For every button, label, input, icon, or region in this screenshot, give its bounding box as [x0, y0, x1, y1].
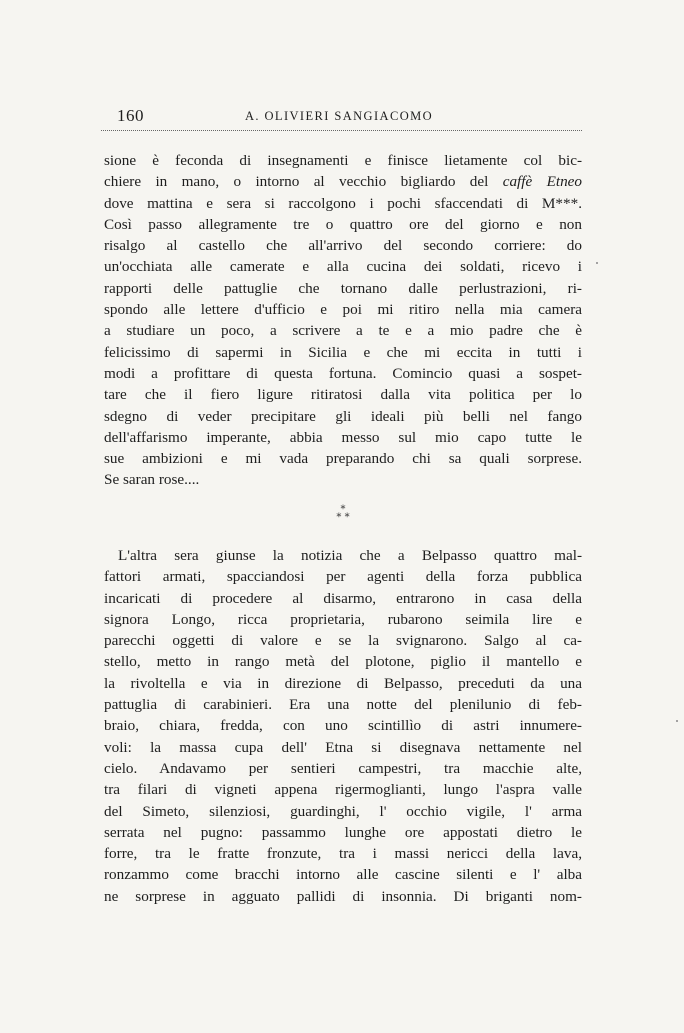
asterism-top: *	[340, 504, 346, 515]
text-line: un'occhiata alle camerate e alla cucina dei soldati, ricevo i	[104, 258, 582, 276]
text-line: del Simeto, silenziosi, guardinghi, l' occhio vigile, l' arma	[104, 802, 582, 820]
page-number: 160	[117, 106, 144, 125]
text-line: dove mattina e sera si raccolgono i pochi sfaccendati di M***.	[104, 194, 582, 212]
text-line: forre, tra le fratte fronzute, tra i massi nericci della lava,	[104, 845, 582, 863]
section-break-asterism	[318, 506, 368, 522]
text-line: pattuglia di carabinieri. Era una notte del plenilunio di feb-	[104, 696, 582, 714]
text-line: tra filari di vigneti appena rigermoglianti, lungo l'aspra valle	[104, 781, 582, 799]
running-head: A. OLIVIERI SANGIACOMO	[245, 109, 434, 123]
text-line: Se saran rose....	[104, 471, 200, 489]
text-line: voli: la massa cupa dell' Etna si disegnava nettamente nel	[104, 738, 582, 756]
text-line: signora Longo, ricca proprietaria, rubarono seimila lire e	[104, 610, 582, 628]
paragraph-1	[104, 150, 582, 491]
italic-phrase: caffè Etneo	[502, 173, 582, 191]
text-line: la rivoltella e via in direzione di Belpasso, preceduti da una	[104, 674, 582, 692]
asterism-bottom: * *	[336, 512, 350, 523]
text-line: fattori armati, spacciandosi per agenti della forza pubblica	[104, 568, 582, 586]
paper-speck	[676, 720, 678, 722]
text-line: sdegno di veder precipitare gli ideali più belli nel fango	[104, 407, 582, 425]
text-line: sione è feconda di insegnamenti e finisce lietamente col bic-	[104, 152, 582, 169]
paper-speck	[596, 262, 598, 264]
text-line: tare che il fiero ligure ritiratosi dalla vita politica per lo	[104, 386, 582, 404]
text-line: braio, chiara, fredda, con uno scintillìo di astri innumere-	[104, 717, 582, 735]
text-line: rapporti delle pattuglie che tornano dalle perlustrazioni, ri-	[104, 279, 582, 297]
text-line	[104, 171, 582, 192]
text-line: felicissimo di sapermi in Sicilia e che mi eccita in tutti i	[104, 343, 582, 361]
page-header	[117, 106, 584, 128]
text-line-segment: chiere in mano, o intorno al vecchio bigliardo del	[104, 173, 503, 191]
text-line: modi a profittare di questa fortuna. Comincio quasi a sospet-	[104, 364, 582, 382]
text-line: parecchi oggetti di valore e se la svignarono. Salgo al ca-	[104, 632, 582, 650]
text-line: incaricati di procedere al disarmo, entrarono in casa della	[104, 589, 582, 607]
text-line: L'altra sera giunse la notizia che a Belpasso quattro mal-	[118, 547, 582, 564]
text-line: dell'affarismo imperante, abbia messo sul mio capo tutte le	[104, 428, 582, 446]
text-line: ne sorprese in agguato pallidi di insonnia. Di briganti nom-	[104, 887, 582, 905]
text-line: serrata nel pugno: passammo lunghe ore appostati dietro le	[104, 823, 582, 841]
text-line: a studiare un poco, a scrivere a te e a mio padre che è	[104, 322, 582, 340]
text-line: ronzammo come bracchi intorno alle cascine silenti e l' alba	[104, 866, 582, 884]
text-line: sue ambizioni e mi vada preparando chi sa quali sorprese.	[104, 450, 582, 468]
text-line: risalgo al castello che all'arrivo del secondo corriere: do	[104, 237, 582, 255]
text-line: stello, metto in rango metà del plotone, piglio il mantello e	[104, 653, 582, 671]
text-line: spondo alle lettere d'ufficio e poi mi ritiro nella mia camera	[104, 301, 582, 319]
text-line: cielo. Andavamo per sentieri campestri, tra macchie alte,	[104, 759, 582, 777]
text-line: Così passo allegramente tre o quattro ore del giorno e non	[104, 215, 582, 233]
paragraph-2	[104, 545, 582, 907]
header-rule	[101, 130, 582, 131]
